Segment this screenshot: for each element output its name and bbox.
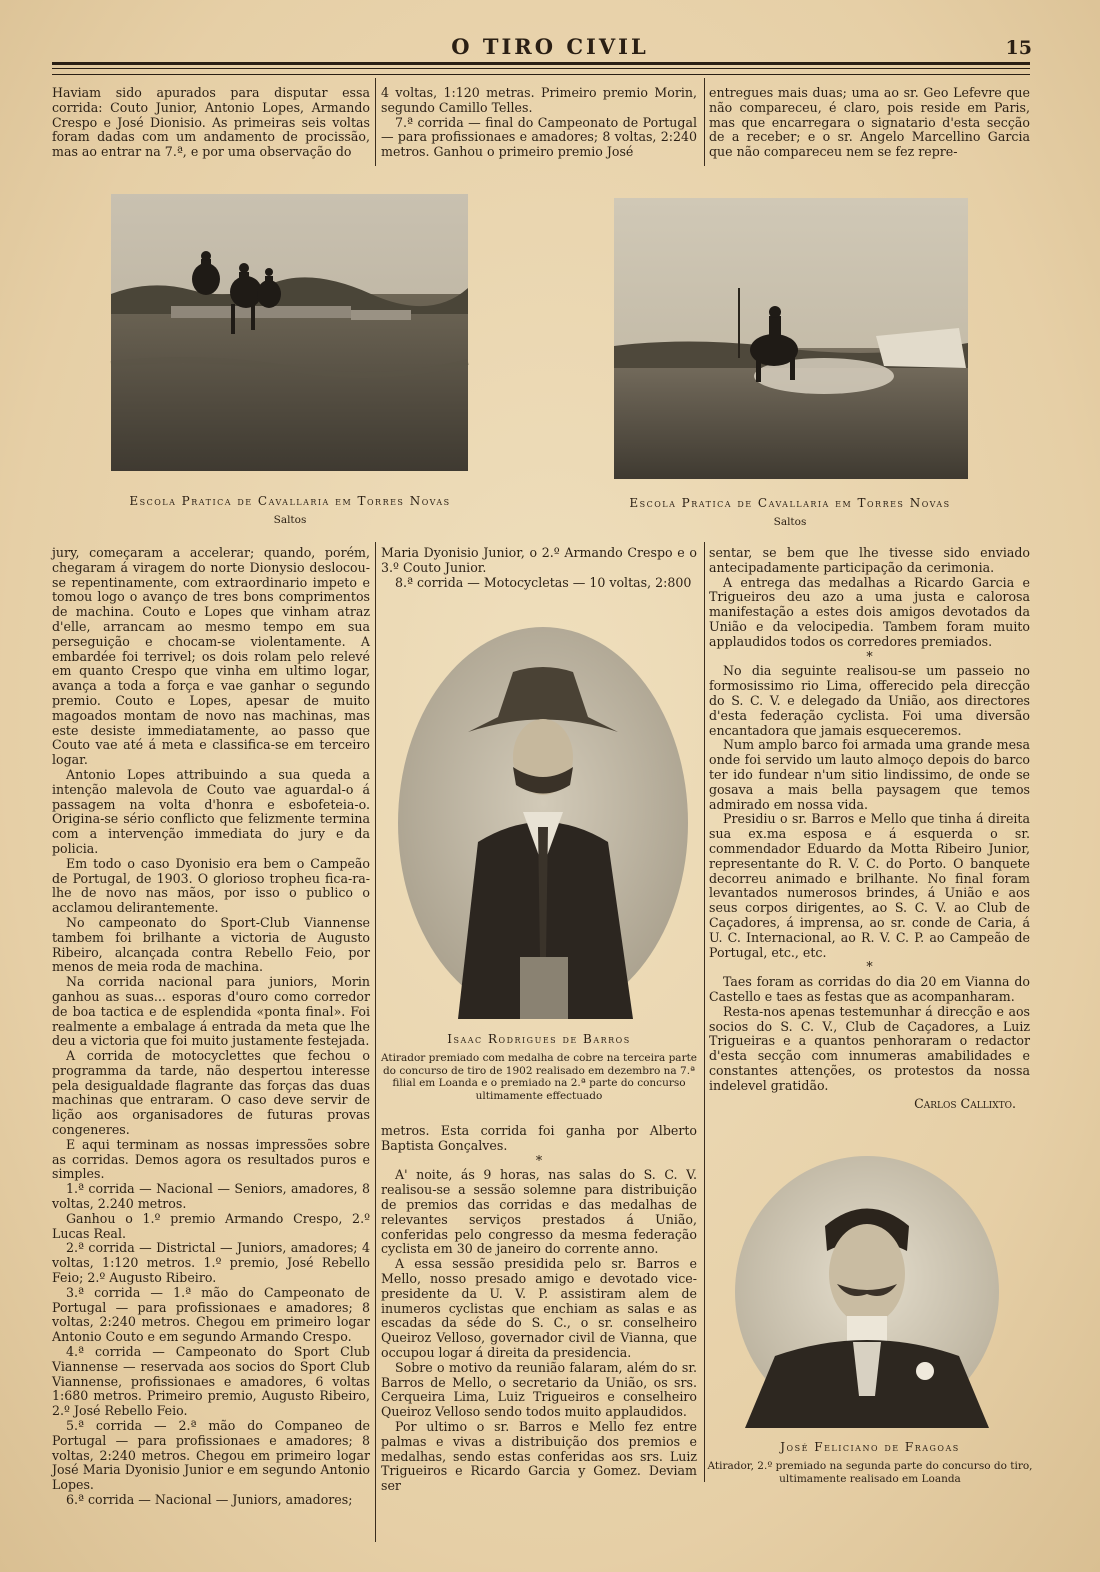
paragraph: A corrida de motocyclettes que fechou o programma da tarde, não despertou interesse pela desigualdade flagrante das forças das duas machinas que entraram. O caso deve servir de lição aos organisadores de futuras provas congeneres. — [52, 1048, 370, 1138]
portrait-caption-jose — [705, 1440, 1035, 1485]
column-rule — [704, 78, 705, 166]
cavalry-jump-image — [614, 198, 968, 479]
paragraph: Em todo o caso Dyonisio era bem o Campeão de Portugal, de 1903. O glorioso tropheu fica-ra-lhe de novo nas mãos, por isso o publico o acclamou delirantemente. — [52, 855, 370, 916]
section-separator: * — [535, 1152, 543, 1168]
column-rule — [375, 78, 376, 166]
paragraph: 4 voltas, 1:120 metras. Primeiro premio Morin, segundo Camillo Telles. — [381, 85, 697, 115]
masthead — [50, 34, 1050, 58]
paragraph: A' noite, ás 9 horas, nas salas do S. C. V. realisou-se a sessão solemne para distribuição de premios das corridas e das medalhas de relevantes serviços prestados á União, conferidas pelo congresso da mesma federação cyclista em 30 de janeiro do corrente anno. — [381, 1167, 697, 1257]
paragraph: 5.ª corrida — 2.ª mão do Companeo de Portugal — para profissionaes e amadores; 8 voltas, 2:240 metros. Chegou em primeiro logar José Maria Dyonisio Junior e em segundo Antonio Lopes. — [52, 1418, 370, 1493]
paragraph: 7.ª corrida — final do Campeonato de Portugal — para profissionaes e amadores; 8 voltas, 2:240 metros. Ganhou o primeiro premio José — [381, 114, 697, 160]
section-separator: * — [866, 959, 873, 975]
photo-caption-right — [590, 496, 990, 529]
caption-subtitle: Saltos — [773, 516, 807, 528]
paragraph: Presidiu o sr. Barros e Mello que tinha á direita sua ex.ma esposa e á esquerda o sr. commendador Eduardo da Motta Ribeiro Junior, representante do R. V. C. do Porto. O banquete decorreu animado e brilhante. No final foram levantados numerosos brindes, á União e aos seus corpos dirigentes, ao S. C. V. ao Club de Caçadores, á imprensa, ao sr. conde de Caria, á U. C. Internacional, ao R. V. C. P. ao Campeão de Portugal, etc., etc. — [709, 811, 1030, 960]
top-column-3 — [709, 86, 1030, 166]
paragraph: No campeonato do Sport-Club Viannense tambem foi brilhante a victoria de Augusto Ribeiro, alcançada contra Rebello Feio, por menos de meia roda de machina. — [52, 914, 370, 975]
paragraph: Resta-nos apenas testemunhar á direcção e aos socios do S. C. V., Club de Caçadores, a Luiz Trigueiras e a quantos penhoraram o redactor d'esta secção com innumeras amabilidades e constantes attenções, os protestos da nossa indelevel gratidão. — [709, 1003, 1030, 1093]
caption-subtitle: Atirador, 2.º premiado na segunda parte do concurso do tiro, ultimamente realisado em Loanda — [707, 1460, 1033, 1485]
top-column-1 — [52, 86, 370, 166]
paragraph: 3.ª corrida — 1.ª mão do Campeonato de Portugal — para profissionaes e amadores; 8 voltas, 2:240 metros. Chegou em primeiro logar Antonio Couto e em segundo Armando Crespo. — [52, 1284, 370, 1345]
paragraph: jury, começaram a accelerar; quando, porém, chegaram á viragem do norte Dionysio deslocou-se repentinamente, com extraordinario impeto e tomou logo o avanço de tres bons comprimentos de machina. Couto e Lopes que vinham atraz d'elle, arrancam ao mesmo tempo em sua perseguição e chocam-se violentamente. A embardée foi terrivel; os dois rolam pelo relevé em quanto Crespo que vinha em ultimo logar, avança a toda a força e vae ganhar o segundo premio. Couto e Lopes, apesar de muito magoados montam de novo nas machinas, mas este desiste immediatamente, ao passo que Couto vae até á meta e classifica-se em terceiro logar. — [52, 545, 370, 768]
header-rule — [52, 74, 1030, 75]
paragraph: metros. Esta corrida foi ganha por Alberto Baptista Gonçalves. — [381, 1123, 697, 1153]
paragraph: entregues mais duas; uma ao sr. Geo Lefevre que não compareceu, é claro, pois reside em Paris, mas que encarregara o signatario d'esta secção de a receber; e o sr. Angelo Marcellino Garcia que não compareceu nem se fez repre- — [709, 85, 1030, 160]
portrait-jose — [735, 1156, 999, 1428]
column-rule — [704, 542, 705, 1482]
paragraph: Por ultimo o sr. Barros e Mello fez entre palmas e vivas a distribuição dos premios e medalhas, sendo estas conferidas aos srs. Luiz Trigueiros e Ricardo Garcia y Gomez. Deviam ser — [381, 1418, 697, 1494]
paragraph: Maria Dyonisio Junior, o 2.º Armando Crespo e o 3.º Couto Junior. — [381, 545, 697, 575]
cavalry-jump-image — [111, 194, 468, 471]
portrait-image — [735, 1156, 999, 1428]
caption-title: Escola Pratica de Cavallaria em Torres Novas — [129, 494, 451, 508]
caption-subtitle: Atirador premiado com medalha de cobre na terceira parte do concurso de tiro de 1902 realisado em dezembro na 7.ª filial em Loanda e o premiado na 2.ª parte do concurso ultimamente effectuado — [381, 1052, 698, 1102]
caption-title: Isaac Rodrigues de Barros — [447, 1032, 631, 1046]
portrait-image — [398, 627, 688, 1019]
paragraph: 8.ª corrida — Motocycletas — 10 voltas, 2:800 — [395, 574, 692, 590]
paragraph: No dia seguinte realisou-se um passeio no formosissimo rio Lima, offerecido pela direcção do S. C. V. e delegado da União, aos directores d'esta federação cyclista. Foi uma diversão encantadora que jamais esqueceremos. — [709, 663, 1030, 738]
paragraph: Num amplo barco foi armada uma grande mesa onde foi servido um lauto almoço depois do barco ter ido fundear n'um sitio lindissimo, de onde se gosava a mais bella paysagem que temos admirado em nossa vida. — [709, 737, 1030, 812]
paragraph: Haviam sido apurados para disputar essa corrida: Couto Junior, Antonio Lopes, Armando Crespo e José Dionisio. As primeiras seis voltas foram dadas com um andamento de procissão, mas ao entrar na 7.ª, e por uma observação do — [52, 85, 370, 160]
paragraph: Na corrida nacional para juniors, Morin ganhou as suas... esporas d'ouro como corredor de boa tactica e de esplendida «ponta final». Foi realmente a embalage á entrada da meta que lhe deu a victoria que foi muito justamente festejada. — [52, 974, 370, 1049]
paragraph: 4.ª corrida — Campeonato do Sport Club Viannense — reservada aos socios do Sport Club Viannense, profissionaes e amadores, 6 voltas 1:680 metros. Primeiro premio, Augusto Ribeiro, 2.º José Rebello Feio. — [52, 1344, 370, 1419]
bottom-column-3 — [709, 546, 1030, 1136]
portrait-isaac — [398, 627, 688, 1019]
caption-title: José Feliciano de Fragoas — [780, 1440, 960, 1454]
paragraph: A entrega das medalhas a Ricardo Garcia e Trigueiros deu azo a uma justa e calorosa manifestação a estes dois amigos devotados da União e da velocipedia. Tambem foram muito applaudidos todos os corredores premiados. — [709, 574, 1030, 649]
paragraph: 2.ª corrida — Districtal — Juniors, amadores; 4 voltas, 1:120 metros. 1.º premio, José Rebello Feio; 2.º Augusto Ribeiro. — [52, 1240, 370, 1286]
paragraph: E aqui terminam as nossas impressões sobre as corridas. Demos agora os resultados puros e simples. — [52, 1136, 370, 1182]
header-rule — [52, 68, 1030, 69]
header-rule — [52, 62, 1030, 65]
publication-title: O TIRO CIVIL — [451, 34, 649, 59]
bottom-column-2-top — [381, 546, 697, 606]
paragraph: Sobre o motivo da reunião falaram, além do sr. Barros de Mello, o secretario da União, os srs. Cerqueira Lima, Luiz Trigueiros e conselheiro Queiroz Velloso sendo todos muito applaudidos. — [381, 1359, 697, 1420]
section-separator: * — [866, 648, 873, 664]
paragraph: A essa sessão presidida pelo sr. Barros e Mello, nosso presado amigo e devotado vice-presidente da U. V. P. assistiram alem de inumeros cyclistas que enchiam as salas e as escadas da séde do S. C., o sr. conselheiro Queiroz Velloso, governador civil de Vianna, que occupou logar á direita da presidencia. — [381, 1256, 697, 1360]
photo-caption-left — [90, 494, 490, 527]
portrait-caption-isaac — [381, 1032, 697, 1102]
page-number: 15 — [1005, 37, 1032, 59]
bottom-column-1 — [52, 546, 370, 1546]
paragraph: 1.ª corrida — Nacional — Seniors, amadores, 8 voltas, 2.240 metros. — [52, 1181, 370, 1212]
caption-subtitle: Saltos — [273, 514, 307, 526]
top-column-2 — [381, 86, 697, 166]
cavalry-photo-right — [614, 198, 968, 479]
paragraph: 6.ª corrida — Nacional — Juniors, amadores; — [66, 1492, 353, 1507]
column-rule — [375, 542, 376, 1542]
caption-title: Escola Pratica de Cavallaria em Torres Novas — [629, 496, 951, 510]
paragraph: Taes foram as corridas do dia 20 em Vianna do Castello e taes as festas que as acompanharam. — [709, 974, 1030, 1004]
paragraph: sentar, se bem que lhe tivesse sido enviado antecipadamente participação da cerimonia. — [709, 545, 1030, 575]
author-signature: Carlos Callixto. — [914, 1096, 1016, 1112]
paragraph: Ganhou o 1.º premio Armando Crespo, 2.º Lucas Real. — [52, 1210, 370, 1241]
paragraph: Antonio Lopes attribuindo a sua queda a intenção malevola de Couto vae aguardal-o á passagem na volta d'honra e esbofeteia-o. Origina-se sério conflicto que felizmente termina com a intervenção immediata do jury e da policia. — [52, 766, 370, 856]
cavalry-photo-left — [111, 194, 468, 471]
bottom-column-2 — [381, 1123, 697, 1494]
